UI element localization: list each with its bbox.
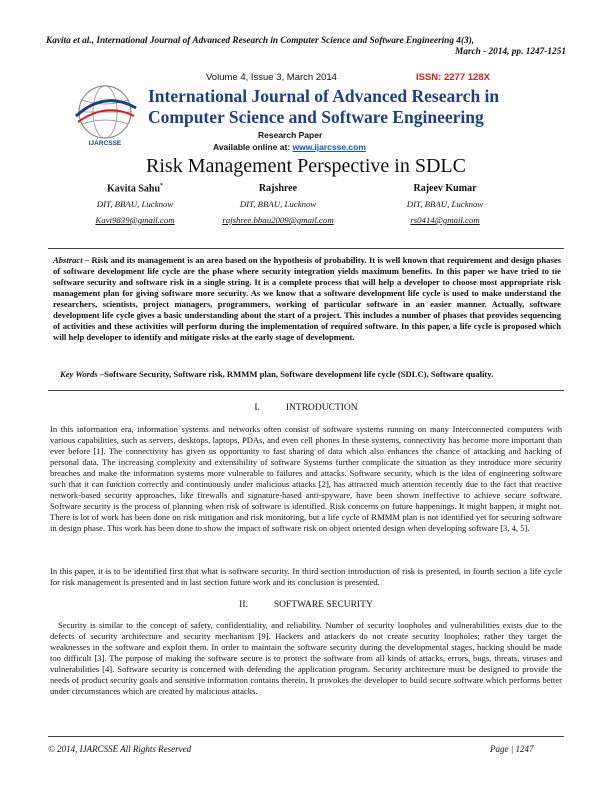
ijarcsse-globe-logo-icon	[70, 82, 140, 148]
section-number: I.	[254, 403, 260, 413]
author-email[interactable]: Kavi9839@gmail.com	[95, 215, 175, 225]
keywords	[60, 369, 562, 379]
volume-info: Volume 4, Issue 3, March 2014	[206, 72, 337, 83]
paper-title: Risk Management Perspective in SDLC	[146, 155, 466, 177]
running-header-line2: March - 2014, pp. 1247-1251	[454, 47, 566, 57]
abstract-label: Abstract	[53, 255, 83, 265]
author-sup: *	[160, 183, 164, 189]
keywords-label: Key Words	[60, 369, 98, 379]
section-heading-introduction	[0, 403, 612, 413]
footer-page-number: Page | 1247	[490, 744, 534, 754]
author-name: Rajshree	[258, 183, 298, 194]
author-email[interactable]: rs0414@gmail.com	[410, 215, 480, 225]
author-affiliation: DIT, BBAU, Lucknow	[406, 199, 484, 209]
abstract-text: – Risk and its management is an area based on the hypothesis of probability. It is well known that requirement and design phases of software development life cycle are the phase where security integration yields maximum benefits. In this paper we have tried to tie software security and software risk in a single string. It is a complete process that will help a developer to choose most appropriate risk management plan for giving software more security. As we know that a software development life cycle is used to make understand the researchers, scientists, project managers, programmers, working of particular software in an easier manner. Actually, software development life cycle gives a basic understanding about the start of a project. This includes a number of phases that provides sequencing of activities and these activities will perform during the implementation of required software. In this paper, a life cycle is proposed which will help developer to identify and mitigate risks at the early stage of development.	[53, 255, 561, 342]
logo-text: IJARCSSE	[88, 140, 122, 147]
section-heading-software-security	[0, 600, 612, 610]
journal-website-link[interactable]: www.ijarcsse.com	[292, 142, 366, 152]
author-2	[178, 183, 378, 225]
author-name-text: Kavita Sahu	[106, 183, 161, 195]
divider	[48, 736, 564, 737]
author-3	[375, 183, 515, 225]
section-title: INTRODUCTION	[285, 403, 358, 413]
author-name: Rajeev Kumar	[413, 183, 477, 194]
divider	[48, 248, 564, 249]
abstract	[53, 255, 561, 343]
intro-paragraph-2: In this paper, it is to be identified first that what is software security. In third section introduction of risk is presented, in fourth section a life cycle for risk management is presented and in last section future work and its conclusion is presented.	[50, 566, 562, 587]
author-email[interactable]: rajshree.bbau2009@gmail.com	[222, 215, 334, 225]
running-header-line1: Kavita et al., International Journal of Advanced Research in Computer Science and Software Engineering 4(3),	[46, 36, 475, 46]
available-label: Available online at:	[213, 142, 293, 152]
software-security-paragraph: Security is similar to the concept of safety, confidentiality, and reliability. Number of security loopholes and vulnerabilities exists due to the defects of security architecture and security mechanism [9]. Hackers and attackers do not create security loopholes; rather they target the weaknesses in the software and exploit them. In order to maintain the software security during the developmental stages, hacking should be made too difficult [3]. The purpose of making the software secure is to protect the software from all kinds of attacks, errors, bugs, threats, viruses and vulnerabilities [4]. Software security is concerned with defending the application program. Security architecture must be designed to provide the needs of product security goals and sensitive information contains therein. It provokes the developer to build secure software which performs better under circumstances which are created by malicious attacks.	[50, 620, 562, 696]
author-affiliation: DIT, BBAU, Lucknow	[239, 199, 317, 209]
journal-title-line2: Computer Science and Software Engineering	[148, 107, 484, 127]
issn: ISSN: 2277 128X	[416, 72, 490, 83]
journal-title-line1: International Journal of Advanced Research in	[148, 86, 500, 106]
author-affiliation: DIT, BBAU, Lucknow	[96, 199, 174, 209]
intro-paragraph-1: In this information era, information systems and networks often consist of software systems running on many Interconnected computers with various capabilities, such as servers, desktops, laptops, PDAs, and even cell phones In these systems, connectivity has become more important than ever before [1]. The connectivity has given us opportunity to fast sharing of data which also enhances the chance of attacking and hacking of personal data. The increasing complexity and extensibility of software Systems further complicate the situation as they introduce more security breaches and make the information systems more vulnerable to failures and attacks. Software security, which is the idea of engineering software such that it can function correctly and continuously under malicious attacks [2], has attracted much attention recently due to the fact that reactive network-based security approaches, like firewalls and signature-based anti-spyware, have been shown ineffective to achieve secure software. Software security is the process of planning when risk of software is identified. Risk concerns on future happenings. It might happen, it might not. There is lot of work has been done on risk mitigation and risk monitoring, but a life cycle of RMMM plan is not identified yet for securing software in design phase. This work has been done to show the impact of software risk on object oriented design when developing software [3, 4, 5].	[50, 424, 562, 533]
keywords-text: –Software Security, Software risk, RMMM plan, Software development life cycle (SDLC), Software quality.	[97, 369, 494, 379]
section-number: II.	[239, 600, 248, 610]
running-header	[46, 36, 566, 58]
paper-type: Research Paper	[258, 130, 323, 140]
footer-copyright: © 2014, IJARCSSE All Rights Reserved	[48, 744, 192, 754]
available-online	[213, 142, 366, 152]
journal-title	[148, 86, 588, 128]
divider	[48, 390, 564, 391]
section-title: SOFTWARE SECURITY	[273, 600, 373, 610]
